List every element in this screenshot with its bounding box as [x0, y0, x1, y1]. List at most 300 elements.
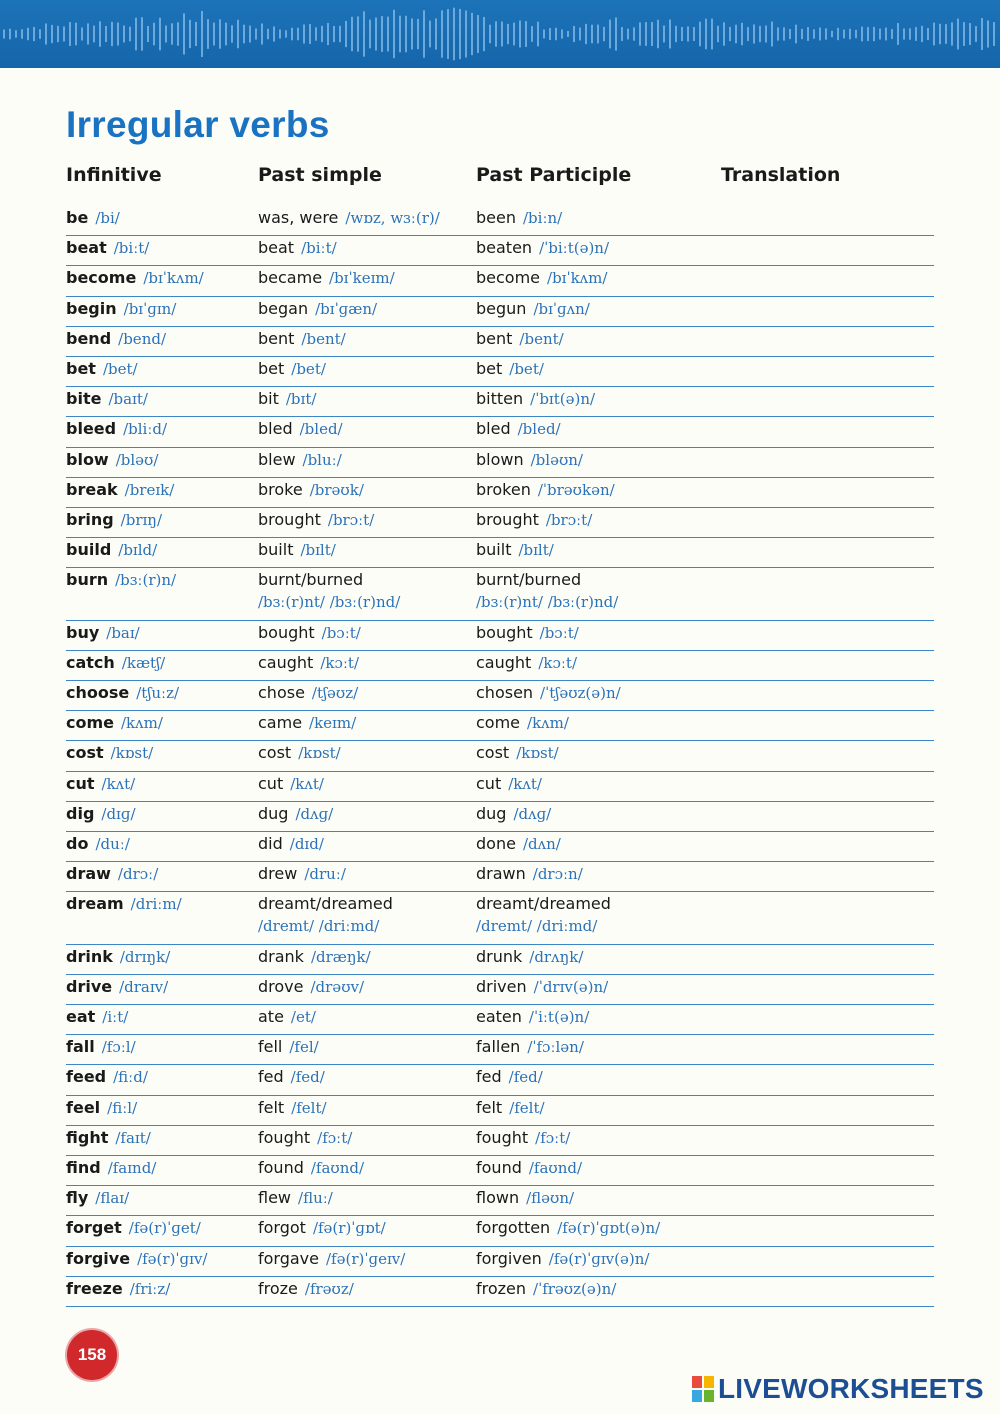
- past-simple-cell-phonetic: /felt/: [291, 1098, 327, 1117]
- past-simple-cell-phonetic: /dræŋk/: [310, 947, 371, 966]
- past-participle-cell: [476, 1129, 570, 1147]
- verb-row: [66, 206, 934, 236]
- translation-cell[interactable]: [721, 865, 921, 883]
- past-simple-cell-phonetic: /dʌɡ/: [295, 804, 334, 823]
- past-participle-cell-word: burnt/burned: [476, 570, 582, 590]
- past-simple-cell-word: was, were: [258, 208, 339, 227]
- translation-cell[interactable]: [721, 1219, 921, 1237]
- infinitive-cell: [66, 1189, 129, 1207]
- soundwave-decoration: [0, 0, 1000, 68]
- past-simple-cell-phonetic: /fel/: [289, 1038, 319, 1057]
- infinitive-cell-word: fly: [66, 1188, 89, 1208]
- verb-row: [66, 772, 934, 802]
- infinitive-cell: [66, 1008, 128, 1026]
- past-participle-cell-word: beaten: [476, 238, 533, 258]
- translation-cell[interactable]: [721, 239, 921, 257]
- header-banner: [0, 0, 1000, 68]
- infinitive-cell-phonetic: /drɪŋk/: [119, 947, 171, 966]
- past-participle-cell-word: become: [476, 268, 541, 288]
- past-simple-cell-word: bit: [258, 389, 279, 409]
- infinitive-cell: [66, 300, 176, 318]
- past-simple-cell: [258, 1250, 405, 1268]
- past-simple-cell-word: came: [258, 713, 303, 733]
- translation-cell[interactable]: [721, 269, 921, 287]
- past-simple-cell-phonetic: /fə(r)ˈɡeɪv/: [326, 1249, 406, 1268]
- infinitive-cell: [66, 1038, 136, 1056]
- past-simple-cell-phonetic: /bent/: [301, 329, 346, 348]
- translation-cell[interactable]: [721, 1038, 921, 1056]
- translation-cell[interactable]: [721, 684, 921, 702]
- past-participle-cell-word: brought: [476, 509, 539, 529]
- translation-cell[interactable]: [721, 481, 921, 499]
- past-participle-cell-phonetic: /kʌm/: [527, 714, 569, 733]
- past-simple-cell-word: dreamt/dreamed: [258, 894, 393, 914]
- past-simple-cell: [258, 865, 346, 883]
- past-simple-cell-word: fell: [258, 1037, 283, 1057]
- infinitive-cell-phonetic: /bɪˈkʌm/: [143, 269, 204, 288]
- verb-row: [66, 711, 934, 741]
- past-simple-cell-phonetic: /biːt/: [301, 239, 337, 258]
- infinitive-cell-word: buy: [66, 622, 100, 642]
- past-participle-cell-phonetic: /dremt/ /driːmd/: [476, 917, 598, 936]
- past-participle-cell-word: drunk: [476, 946, 523, 966]
- verb-row: [66, 1005, 934, 1035]
- past-participle-cell-phonetic: /biːn/: [522, 209, 563, 227]
- past-participle-cell-word: dreamt/dreamed: [476, 894, 611, 914]
- page-number: 158: [77, 1345, 107, 1364]
- infinitive-cell-phonetic: /fɔːl/: [101, 1038, 136, 1057]
- infinitive-cell-word: cost: [66, 743, 104, 763]
- past-participle-cell: [476, 835, 561, 853]
- past-participle-cell-phonetic: /faʊnd/: [528, 1159, 583, 1178]
- translation-cell[interactable]: [721, 420, 921, 438]
- past-simple-cell-phonetic: /frəʊz/: [304, 1279, 354, 1298]
- past-participle-cell-phonetic: /drɔːn/: [532, 865, 583, 884]
- translation-cell[interactable]: [721, 978, 921, 996]
- infinitive-cell: [66, 805, 136, 823]
- past-simple-cell-word: dug: [258, 803, 289, 823]
- infinitive-cell: [66, 744, 153, 762]
- infinitive-cell-word: feel: [66, 1097, 101, 1117]
- infinitive-cell-phonetic: /kʌt/: [101, 774, 136, 793]
- past-simple-cell-phonetic: /bluː/: [302, 450, 342, 469]
- past-participle-cell: [476, 1008, 589, 1026]
- past-simple-cell: [258, 330, 346, 348]
- past-participle-cell: [476, 895, 611, 935]
- past-simple-cell: [258, 1068, 325, 1086]
- past-participle-cell: [476, 269, 607, 287]
- past-participle-cell-phonetic: /fə(r)ˈɡɪv(ə)n/: [548, 1249, 650, 1268]
- past-simple-cell-word: did: [258, 833, 283, 853]
- past-participle-cell: [476, 300, 590, 318]
- past-participle-cell-phonetic: /bɪlt/: [518, 541, 554, 560]
- past-participle-cell-word: drawn: [476, 864, 526, 884]
- translation-cell[interactable]: [721, 300, 921, 318]
- past-participle-cell: [476, 948, 583, 966]
- infinitive-cell: [66, 684, 179, 702]
- infinitive-cell-phonetic: /bɪld/: [118, 541, 158, 560]
- past-simple-cell-word: cut: [258, 773, 284, 793]
- past-participle-cell-word: bought: [476, 622, 533, 642]
- past-participle-cell-word: dug: [476, 803, 507, 823]
- past-simple-cell: [258, 1008, 316, 1026]
- infinitive-cell-word: fall: [66, 1037, 95, 1057]
- translation-cell[interactable]: [721, 1129, 921, 1147]
- past-simple-cell-word: built: [258, 540, 294, 560]
- past-simple-cell-phonetic: /keɪm/: [309, 714, 357, 733]
- infinitive-cell-word: dig: [66, 803, 95, 823]
- infinitive-cell-word: draw: [66, 864, 111, 884]
- past-participle-cell-phonetic: /bled/: [517, 420, 561, 439]
- past-participle-cell-word: found: [476, 1158, 522, 1178]
- past-simple-cell-word: bent: [258, 328, 295, 348]
- translation-cell[interactable]: [721, 451, 921, 469]
- past-participle-cell: [476, 481, 615, 499]
- infinitive-cell-phonetic: /brɪŋ/: [120, 510, 163, 529]
- past-simple-cell: [258, 895, 393, 935]
- translation-cell[interactable]: [721, 330, 921, 348]
- past-participle-cell: [476, 1038, 584, 1056]
- infinitive-cell-phonetic: /friːz/: [129, 1279, 171, 1298]
- past-participle-cell-phonetic: /ˈdrɪv(ə)n/: [533, 977, 609, 996]
- past-participle-cell-phonetic: /fə(r)ˈɡɒt(ə)n/: [557, 1219, 661, 1238]
- past-participle-cell: [476, 209, 562, 227]
- past-simple-cell-word: beat: [258, 238, 295, 258]
- past-participle-cell: [476, 1250, 649, 1268]
- infinitive-cell-word: forgive: [66, 1248, 131, 1268]
- verb-row: [66, 417, 934, 447]
- past-participle-cell-word: fallen: [476, 1037, 521, 1057]
- header-infinitive: Infinitive: [66, 164, 162, 186]
- past-simple-cell-word: drove: [258, 976, 304, 996]
- infinitive-cell-word: bleed: [66, 419, 117, 439]
- infinitive-cell-phonetic: /bend/: [118, 329, 167, 348]
- past-simple-cell: [258, 624, 361, 642]
- past-participle-cell: [476, 1099, 545, 1117]
- translation-cell[interactable]: [721, 948, 921, 966]
- past-participle-cell: [476, 1068, 543, 1086]
- verb-row: [66, 478, 934, 508]
- translation-cell[interactable]: [721, 775, 921, 793]
- past-simple-cell: [258, 805, 333, 823]
- infinitive-cell: [66, 895, 182, 913]
- infinitive-cell-word: become: [66, 268, 137, 288]
- translation-cell[interactable]: [721, 744, 921, 762]
- infinitive-cell-word: drink: [66, 946, 113, 966]
- verb-row: [66, 741, 934, 771]
- past-simple-cell-phonetic: /brəʊk/: [309, 480, 364, 499]
- verb-row: [66, 357, 934, 387]
- past-participle-cell: [476, 571, 618, 611]
- past-participle-cell-word: built: [476, 540, 512, 560]
- past-simple-cell-word: drank: [258, 946, 304, 966]
- infinitive-cell: [66, 541, 157, 559]
- past-participle-cell-word: frozen: [476, 1278, 527, 1298]
- infinitive-cell-word: do: [66, 833, 89, 853]
- verb-row: [66, 1065, 934, 1095]
- past-simple-cell: [258, 1189, 333, 1207]
- past-participle-cell: [476, 744, 559, 762]
- past-simple-cell-phonetic: /et/: [290, 1008, 316, 1027]
- infinitive-cell: [66, 775, 135, 793]
- translation-cell[interactable]: [721, 654, 921, 672]
- infinitive-cell-word: cut: [66, 773, 95, 793]
- verb-row: [66, 508, 934, 538]
- past-participle-cell-phonetic: /bet/: [509, 359, 544, 378]
- infinitive-cell-word: build: [66, 540, 112, 560]
- infinitive-cell-word: break: [66, 479, 118, 499]
- past-participle-cell-word: fought: [476, 1127, 529, 1147]
- infinitive-cell-phonetic: /drɔː/: [117, 865, 159, 884]
- past-simple-cell: [258, 300, 377, 318]
- past-simple-cell: [258, 948, 371, 966]
- past-participle-cell-word: caught: [476, 652, 532, 672]
- translation-cell[interactable]: [721, 511, 921, 529]
- past-simple-cell-word: froze: [258, 1278, 298, 1298]
- past-simple-cell-word: bought: [258, 622, 315, 642]
- past-simple-cell-word: felt: [258, 1097, 285, 1117]
- past-participle-cell-word: bled: [476, 419, 511, 439]
- infinitive-cell-phonetic: /dɪɡ/: [101, 804, 136, 823]
- infinitive-cell-phonetic: /kætʃ/: [121, 653, 166, 672]
- infinitive-cell-phonetic: /baɪt/: [108, 390, 148, 409]
- infinitive-cell: [66, 714, 163, 732]
- past-simple-cell-phonetic: /dɪd/: [289, 834, 324, 853]
- infinitive-cell-word: burn: [66, 570, 109, 590]
- infinitive-cell: [66, 948, 170, 966]
- past-participle-cell: [476, 1280, 616, 1298]
- past-participle-cell: [476, 805, 551, 823]
- past-participle-cell-phonetic: /fed/: [508, 1068, 543, 1087]
- translation-cell[interactable]: [721, 1008, 921, 1026]
- infinitive-cell-word: dream: [66, 894, 124, 914]
- translation-cell[interactable]: [721, 390, 921, 408]
- infinitive-cell-phonetic: /duː/: [95, 834, 130, 853]
- past-simple-cell-word: broke: [258, 479, 303, 499]
- infinitive-cell-word: find: [66, 1158, 101, 1178]
- past-participle-cell-word: forgiven: [476, 1248, 542, 1268]
- verb-row: [66, 975, 934, 1005]
- past-simple-cell-phonetic: /fə(r)ˈɡɒt/: [312, 1219, 386, 1238]
- past-simple-cell-word: cost: [258, 743, 292, 763]
- verb-row: [66, 892, 934, 944]
- past-participle-cell: [476, 865, 583, 883]
- infinitive-cell-phonetic: /fə(r)ˈɡet/: [128, 1219, 201, 1238]
- infinitive-cell: [66, 511, 162, 529]
- infinitive-cell-phonetic: /bləʊ/: [115, 450, 159, 469]
- past-participle-cell-phonetic: /kɔːt/: [538, 653, 577, 672]
- infinitive-cell: [66, 571, 176, 589]
- past-simple-cell-word: burnt/burned: [258, 570, 364, 590]
- past-simple-cell-phonetic: /kɔːt/: [320, 653, 359, 672]
- past-participle-cell-phonetic: /ˈfrəʊz(ə)n/: [533, 1279, 617, 1298]
- past-simple-cell: [258, 684, 358, 702]
- past-participle-cell-word: bent: [476, 328, 513, 348]
- past-participle-cell-word: forgotten: [476, 1218, 551, 1238]
- past-simple-cell-phonetic: /drəʊv/: [310, 977, 365, 996]
- past-participle-cell-phonetic: /bləʊn/: [530, 450, 583, 469]
- verb-table: [66, 206, 934, 1307]
- infinitive-cell-phonetic: /biːt/: [113, 239, 150, 258]
- verb-row: [66, 1186, 934, 1216]
- past-simple-cell-phonetic: /wɒz, wɜː(r)/: [345, 209, 440, 227]
- infinitive-cell-phonetic: /baɪ/: [106, 623, 140, 642]
- past-participle-cell: [476, 714, 569, 732]
- verb-row: [66, 1247, 934, 1277]
- verb-row: [66, 1096, 934, 1126]
- past-simple-cell-phonetic: /tʃəʊz/: [311, 684, 359, 703]
- infinitive-cell-phonetic: /fiːl/: [107, 1098, 138, 1117]
- past-simple-cell-phonetic: /bɔːt/: [321, 623, 361, 642]
- translation-cell[interactable]: [721, 209, 921, 227]
- infinitive-cell: [66, 1280, 170, 1298]
- infinitive-cell-phonetic: /tʃuːz/: [136, 684, 180, 703]
- translation-cell[interactable]: [721, 1280, 921, 1298]
- past-participle-cell: [476, 511, 592, 529]
- translation-cell[interactable]: [721, 541, 921, 559]
- liveworksheets-logo: [692, 1372, 984, 1406]
- past-simple-cell: [258, 835, 324, 853]
- verb-row: [66, 448, 934, 478]
- past-participle-cell-phonetic: /ˈfɔːlən/: [527, 1038, 584, 1057]
- past-simple-cell-word: became: [258, 268, 323, 288]
- page-title: Irregular verbs: [66, 104, 330, 145]
- past-participle-cell: [476, 1159, 582, 1177]
- infinitive-cell-word: begin: [66, 298, 117, 318]
- past-participle-cell: [476, 330, 564, 348]
- past-participle-cell-word: chosen: [476, 683, 534, 703]
- infinitive-cell: [66, 654, 165, 672]
- verb-row: [66, 236, 934, 266]
- past-participle-cell-word: done: [476, 833, 516, 853]
- verb-row: [66, 266, 934, 296]
- translation-cell[interactable]: [721, 835, 921, 853]
- past-participle-cell-word: felt: [476, 1097, 503, 1117]
- translation-cell[interactable]: [721, 805, 921, 823]
- past-simple-cell-word: forgave: [258, 1248, 319, 1268]
- past-simple-cell-phonetic: /druː/: [304, 865, 346, 884]
- past-participle-cell-word: come: [476, 713, 521, 733]
- past-simple-cell-phonetic: /bɪlt/: [300, 541, 336, 560]
- verb-row: [66, 1156, 934, 1186]
- translation-cell[interactable]: [721, 624, 921, 642]
- past-participle-cell: [476, 390, 595, 408]
- past-participle-cell-word: fed: [476, 1067, 502, 1087]
- verb-row: [66, 297, 934, 327]
- past-participle-cell-phonetic: /kɒst/: [516, 744, 559, 763]
- past-participle-cell-phonetic: /ˈbɪt(ə)n/: [530, 390, 596, 409]
- infinitive-cell-word: eat: [66, 1007, 96, 1027]
- infinitive-cell-phonetic: /bi/: [95, 209, 120, 227]
- past-simple-cell-word: fed: [258, 1067, 284, 1087]
- infinitive-cell-word: bring: [66, 509, 114, 529]
- past-participle-cell-phonetic: /kʌt/: [508, 774, 542, 793]
- past-participle-cell: [476, 420, 561, 438]
- translation-cell[interactable]: [721, 1099, 921, 1117]
- past-simple-cell: [258, 209, 440, 227]
- translation-cell[interactable]: [721, 360, 921, 378]
- past-participle-cell-word: been: [476, 208, 516, 227]
- infinitive-cell-phonetic: /iːt/: [102, 1008, 129, 1027]
- infinitive-cell: [66, 624, 140, 642]
- past-participle-cell-phonetic: /dʌɡ/: [513, 804, 552, 823]
- infinitive-cell: [66, 360, 138, 378]
- past-participle-cell-word: cost: [476, 743, 510, 763]
- verb-row: [66, 832, 934, 862]
- verb-row: [66, 1277, 934, 1307]
- infinitive-cell-word: choose: [66, 683, 130, 703]
- infinitive-cell: [66, 481, 174, 499]
- past-participle-cell: [476, 684, 621, 702]
- translation-cell[interactable]: [721, 1189, 921, 1207]
- past-participle-cell-word: eaten: [476, 1007, 522, 1027]
- translation-cell[interactable]: [721, 1250, 921, 1268]
- infinitive-cell-phonetic: /breɪk/: [124, 480, 175, 499]
- infinitive-cell-phonetic: /faɪt/: [115, 1128, 151, 1147]
- past-simple-cell-phonetic: /bɪt/: [285, 390, 317, 409]
- past-participle-cell-phonetic: /dʌn/: [522, 834, 561, 853]
- past-simple-cell-word: chose: [258, 683, 305, 703]
- past-simple-cell: [258, 654, 359, 672]
- past-participle-cell-word: blown: [476, 449, 524, 469]
- past-simple-cell: [258, 511, 374, 529]
- past-simple-cell: [258, 239, 337, 257]
- past-simple-cell: [258, 360, 326, 378]
- infinitive-cell-phonetic: /driːm/: [130, 895, 182, 914]
- past-participle-cell-word: begun: [476, 298, 527, 318]
- verb-row: [66, 681, 934, 711]
- past-simple-cell-word: bled: [258, 419, 293, 439]
- past-simple-cell-phonetic: /dremt/ /driːmd/: [258, 917, 380, 936]
- liveworksheets-icon: [692, 1376, 714, 1402]
- past-simple-cell-phonetic: /fɔːt/: [317, 1128, 353, 1147]
- verb-row: [66, 802, 934, 832]
- verb-row: [66, 538, 934, 568]
- infinitive-cell: [66, 1159, 156, 1177]
- infinitive-cell-phonetic: /flaɪ/: [95, 1189, 130, 1208]
- logo-text: LIVEWORKSHEETS: [718, 1373, 984, 1404]
- translation-cell[interactable]: [721, 571, 921, 589]
- translation-cell[interactable]: [721, 1068, 921, 1086]
- past-participle-cell-word: cut: [476, 773, 502, 793]
- past-simple-cell-phonetic: /faʊnd/: [310, 1159, 365, 1178]
- verb-row: [66, 1216, 934, 1246]
- translation-cell[interactable]: [721, 895, 921, 913]
- infinitive-cell-word: blow: [66, 449, 109, 469]
- past-participle-cell-word: flown: [476, 1188, 520, 1208]
- past-simple-cell-word: blew: [258, 449, 296, 469]
- translation-cell[interactable]: [721, 714, 921, 732]
- past-simple-cell-word: drew: [258, 864, 298, 884]
- page-number-badge: [67, 1330, 117, 1380]
- past-participle-cell-phonetic: /ˈiːt(ə)n/: [528, 1008, 590, 1027]
- infinitive-cell: [66, 865, 158, 883]
- past-simple-cell-word: ate: [258, 1007, 284, 1027]
- infinitive-cell: [66, 330, 166, 348]
- infinitive-cell-phonetic: /bɪˈɡɪn/: [123, 299, 177, 318]
- past-simple-cell-phonetic: /kɒst/: [298, 744, 341, 763]
- past-participle-cell-phonetic: /drʌŋk/: [529, 947, 584, 966]
- past-simple-cell: [258, 1280, 354, 1298]
- past-participle-cell: [476, 239, 609, 257]
- past-participle-cell-phonetic: /felt/: [509, 1098, 545, 1117]
- past-simple-cell: [258, 1159, 364, 1177]
- infinitive-cell-word: bet: [66, 358, 96, 378]
- translation-cell[interactable]: [721, 1159, 921, 1177]
- infinitive-cell: [66, 1250, 207, 1268]
- past-simple-cell: [258, 744, 341, 762]
- infinitive-cell-word: be: [66, 208, 89, 227]
